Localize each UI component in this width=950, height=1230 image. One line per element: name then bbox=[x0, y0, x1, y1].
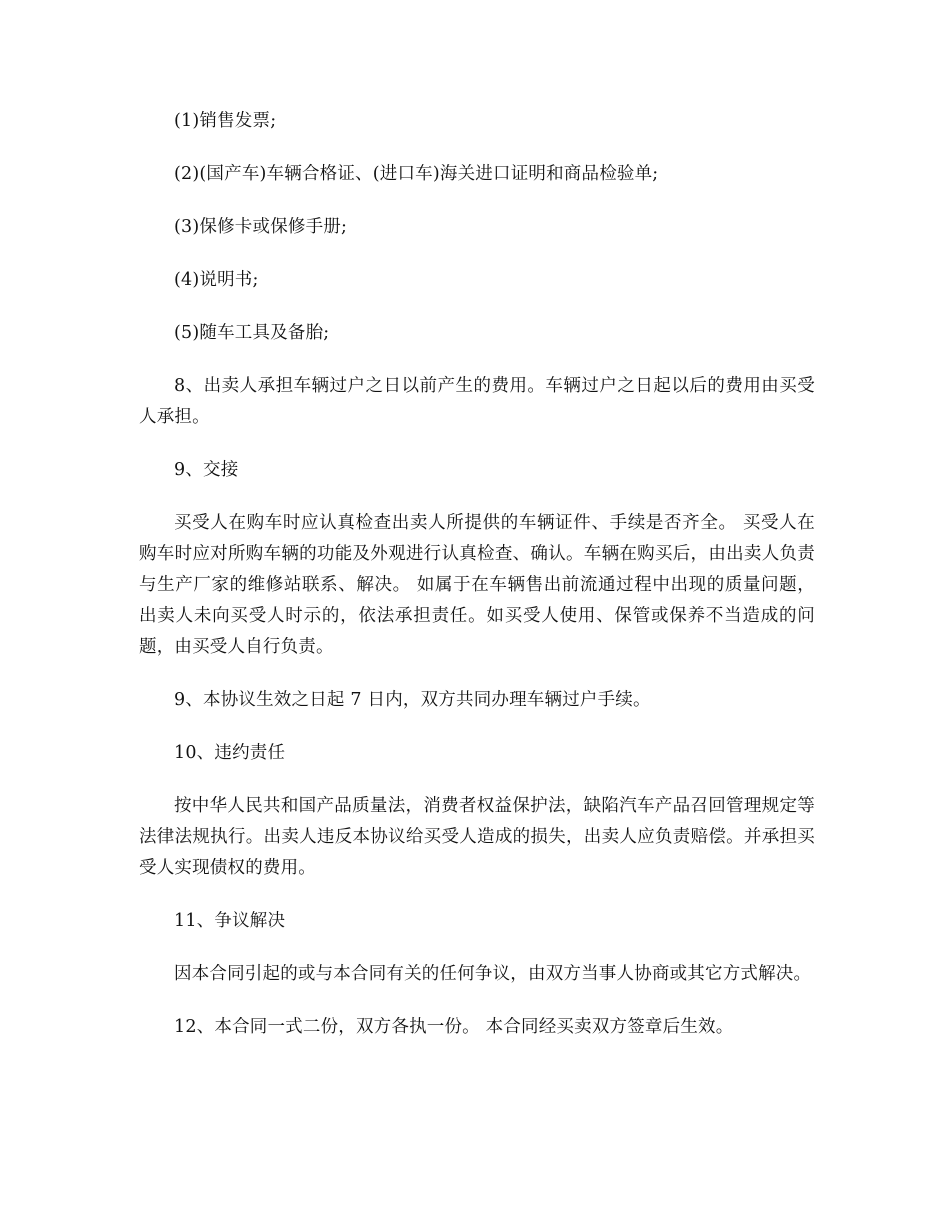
paragraph-breach-body: 按中华人民共和国产品质量法，消费者权益保护法，缺陷汽车产品召回管理规定等法律法规执行。出卖人违反本协议给买受人造成的损失，出卖人应负责赔偿。并承担买受人实现债权的费用。 bbox=[139, 796, 815, 878]
paragraph-handover-body: 买受人在购车时应认真检查出卖人所提供的车辆证件、手续是否齐全。 买受人在购车时应对所购车辆的功能及外观进行认真检查、确认。车辆在购买后，由出卖人负责与生产厂家的维修站联系、解决。 如属于在车辆售出前流通过程中出现的质量问题，出卖人未向买受人时示的，依法承担责任。如买受人使用、保管或保养不当造成的问题，由买受人自行负责。 bbox=[139, 513, 815, 657]
paragraph-clause-12: 12、本合同一式二份，双方各执一份。 本合同经买卖双方签章后生效。 bbox=[174, 1017, 734, 1037]
paragraph-item-3: (3)保修卡或保修手册; bbox=[174, 217, 348, 237]
paragraph-item-4: (4)说明书; bbox=[174, 270, 259, 290]
document-page bbox=[139, 106, 815, 1043]
paragraph-dispute-body: 因本合同引起的或与本合同有关的任何争议，由双方当事人协商或其它方式解决。 bbox=[174, 964, 812, 984]
heading-breach: 10、违约责任 bbox=[174, 743, 286, 763]
paragraph-clause-8: 8、出卖人承担车辆过户之日以前产生的费用。车辆过户之日起以后的费用由买受人承担。 bbox=[139, 376, 815, 427]
heading-dispute: 11、争议解决 bbox=[174, 911, 286, 931]
heading-handover: 9、交接 bbox=[174, 460, 239, 480]
paragraph-clause-9-transfer: 9、本协议生效之日起 7 日内，双方共同办理车辆过户手续。 bbox=[174, 690, 651, 710]
paragraph-item-1: (1)销售发票; bbox=[174, 111, 277, 131]
paragraph-item-5: (5)随车工具及备胎; bbox=[174, 323, 330, 343]
paragraph-item-2: (2)(国产车)车辆合格证、(进口车)海关进口证明和商品检验单; bbox=[174, 164, 659, 184]
